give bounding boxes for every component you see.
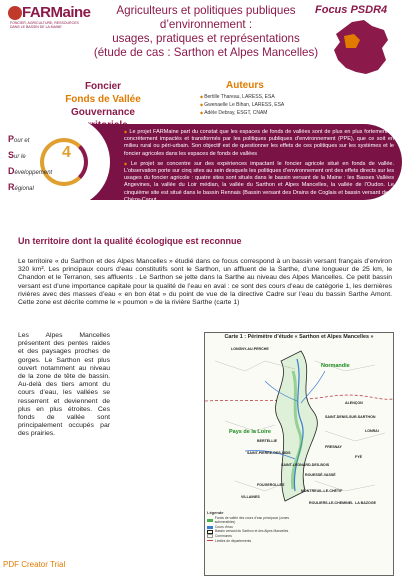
logo-text: FARMaine [22,4,91,21]
place-label: VILLAINES [241,495,260,499]
map-title: Carte 1 : Périmètre d’étude « Sarthon et Alpes Mancelles » [224,334,374,340]
place-label: LA BAZOGE [355,501,377,505]
map-drawing [205,341,393,511]
section-title: Un territoire dont la qualité écologique est reconnue [18,236,242,246]
authors-title: Auteurs [226,80,264,91]
intro-paragraph: ◆ Le projet se concentre sur des expériences impactant le foncier agricole situé en fonds de vallée. L’observation porte sur cinq sites au sein desquels les politiques d’environnement ont des effets directs sur les usages du foncier agricole : quatre sites sont situés dans le bassin versant de la Maine : les Basses Vallées Angevines, la vallée du Loir médian, la vallée du Sarthon et Alpes Mancelles, la vallée de l’Oudon. Le cinquième site est situé dans le bassin Rennais (Bassin versant des Drains de Coglais et bassin versant de la Chèze-Canut, [124,160,394,204]
place-label: FRESNAY [325,445,342,449]
place-label: MONTREUIL-LE-CHÉTIF [301,489,343,493]
author-item: ◆ Adèle Debray, ESGT, CNAM [200,109,320,117]
place-label: ROUESSÉ-VASSÉ [305,473,336,477]
legend-item: Bassin versant du Sarthon et des Alpes Mancelles [207,529,307,534]
legend-item: Cours d’eau [207,525,307,530]
author-item: ◆ Bertille Thareau, LARESS, ESA [200,93,320,101]
map-legend [207,511,307,543]
title-line: Agriculteurs et politiques publiques [116,4,296,17]
page-title [68,4,344,60]
legend-title: Légende [207,510,224,515]
place-label: BERTELLIE [257,439,277,443]
place-label: SAINT-LÉONARD-DES-BOIS [281,463,330,467]
intro-paragraph: ◆ Le projet FARMaine part du constat que les espaces de fonds de vallées sont de plus en plus fortement et concrètement impactés et transformés par les politiques publiques d’environnement (PPE), que ce soit en milieu rural ou péri-urbain. Son objectif est de questionner les effets de ces politiques sur les systèmes et le foncier agricoles dans les espaces de fonds de vallées [124,128,394,158]
place-label: FOUGEROLLES [257,483,285,487]
place-label: LONRAI [365,429,379,433]
title-line: d’environnement : [159,18,253,31]
psdr-number: 4 [62,144,71,161]
psdr-line: Pour et [8,134,30,144]
authors-block [200,80,320,117]
place-label: FYÉ [355,455,362,459]
legend-item: Limites de départements [207,539,307,544]
author-item: ◆ Gwenaelle Le Bihan, LARESS, ESA [200,101,320,109]
category-fonds-de-vallee: Fonds de Vallée [65,94,141,105]
place-label: ALENÇON [345,401,363,405]
psdr-line: Régional [8,182,34,192]
category-foncier: Foncier [84,81,122,92]
logo-icon [8,6,22,20]
region-label: Pays de la Loire [229,429,271,435]
study-area-map [204,332,394,576]
title-line: usages, pratiques et représentations [112,32,300,45]
pdf-creator-watermark: PDF Creator Trial [3,560,66,569]
france-map-icon [330,18,392,76]
title-line: (étude de cas : Sarthon et Alpes Mancelles) [93,46,319,59]
legend-item: Fonds de vallée des cours d’eau principaux (zones submersibles) [207,516,307,525]
psdr-line: Développement [8,166,53,176]
psdr-line: Sur le [8,150,26,160]
focus-title: Focus PSDR4 [315,4,388,16]
region-label: Normandie [321,363,350,369]
category-gouvernance: Gouvernance [71,107,135,118]
body-paragraph: Le territoire « du Sarthon et des Alpes Mancelles » étudié dans ce focus correspond à un bassin versant français d’environ 320 km². Les principaux cours d’eau constitutifs sont le Sarthon, un affluent de la Sarthe, d’une longueur de 25 km, le Chandon et le Terranon, ses affluents . Le Sarthon se jette dans la Sarthe au niveau des Alpes Mancelles. Ce petit bassin versant est d’une importance capitale pour la qualité de l’eau en aval : ce sont des cours d’eau de catégorie 1, les dernières rivières avec des masses d’eau « en bon état » du point de vue de la directive Cadre sur l’eau du bassin Sarthe Amont. Cette zone est décrite comme le « poumon » de la rivière Sarthe (carte 1) [18,258,392,307]
place-label: LONGNY-AU-PERCHE [231,347,269,351]
logo-subtitle: FONCIER, AGRICULTURE, RESSOURCES DANS LE BASSIN DE LA MAINE [10,21,79,29]
column-paragraph: Les Alpes Mancelles présentent des pentes raides et des paysages proches de gorges. Le Sarthon est plus ouvert notamment au niveau de la zone de tête de bassin. Au-delà des tiers amont du cours d’eau, les vallées se resserrent et deviennent de plus en plus étroites. Ces fonds de vallée sont principalement occupés par des prairies. [18,332,110,438]
place-label: ROULIERS-LE-CHEMINEL [309,501,354,505]
place-label: SAINT-PIERRE-DES-NIDS [247,451,291,455]
intro-text [124,128,394,206]
legend-item: Communes [207,534,307,539]
place-label: SAINT-DENIS-SUR-SARTHON [325,415,376,419]
